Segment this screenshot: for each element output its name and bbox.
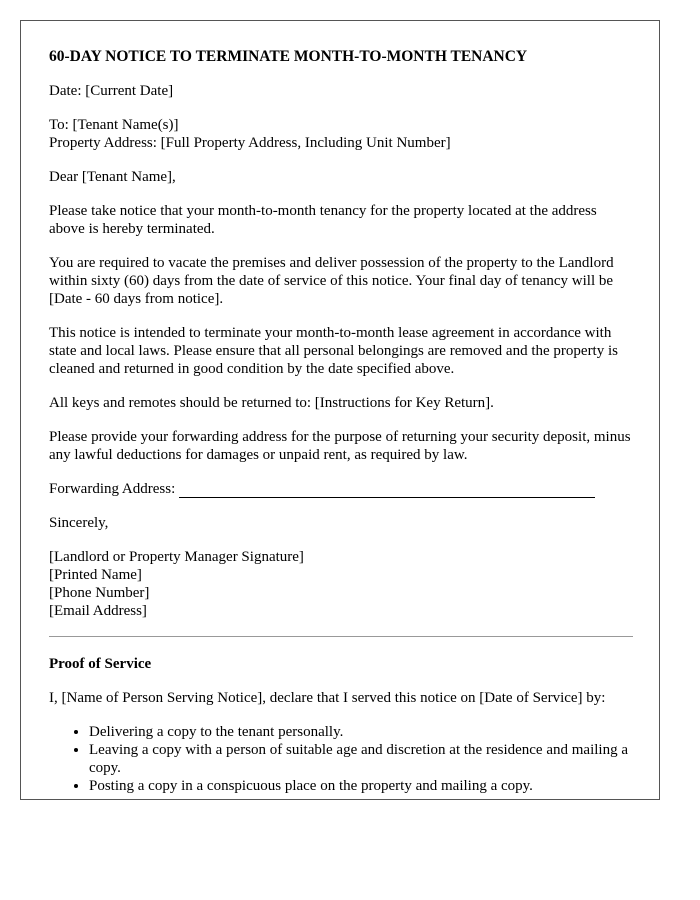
- signature-line: [Landlord or Property Manager Signature]: [49, 549, 304, 565]
- section-divider: [49, 636, 633, 637]
- service-method-item: • Posting a copy in a conspicuous place on the property and mailing a copy.: [89, 777, 633, 795]
- to-line: To: [Tenant Name(s)]: [49, 117, 179, 133]
- paragraph-laws: This notice is intended to terminate your month-to-month lease agreement in accordance with state and local laws. Please ensure that all personal belongings are removed and the property is cleaned and returned in good condition by the date specified above.: [49, 325, 618, 377]
- forwarding-address-row: [49, 480, 633, 498]
- forwarding-address-blank[interactable]: [179, 481, 595, 498]
- document-title: 60-DAY NOTICE TO TERMINATE MONTH-TO-MONTH TENANCY: [49, 48, 528, 65]
- paragraph-deposit: Please provide your forwarding address for the purpose of returning your security deposit, minus any lawful deductions for damages or unpaid rent, as required by law.: [49, 429, 631, 463]
- property-address-line: Property Address: [Full Property Address, Including Unit Number]: [49, 135, 451, 151]
- service-method-item: • Delivering a copy to the tenant personally.: [89, 723, 633, 741]
- forwarding-address-label: Forwarding Address:: [49, 481, 176, 497]
- proof-of-service-title: Proof of Service: [49, 656, 152, 672]
- service-methods-list: [49, 723, 633, 795]
- date-line: Date: [Current Date]: [49, 83, 174, 99]
- printed-name-line: [Printed Name]: [49, 567, 142, 583]
- paragraph-vacate: You are required to vacate the premises and deliver possession of the property to the Landlord within sixty (60) days from the date of service of this notice. Your final day of tenancy will be [Date - 60 days from notice].: [49, 255, 614, 307]
- document-page: [20, 20, 660, 800]
- proof-declaration: I, [Name of Person Serving Notice], declare that I served this notice on [Date of Service] by:: [49, 690, 606, 706]
- email-address-line: [Email Address]: [49, 603, 147, 619]
- paragraph-keys: All keys and remotes should be returned to: [Instructions for Key Return].: [49, 395, 494, 411]
- recipient-block: [49, 116, 633, 152]
- signature-block: [49, 548, 633, 620]
- closing: Sincerely,: [49, 515, 109, 531]
- phone-number-line: [Phone Number]: [49, 585, 150, 601]
- salutation: Dear [Tenant Name],: [49, 169, 176, 185]
- document-content: [49, 48, 633, 795]
- service-method-item: • Leaving a copy with a person of suitable age and discretion at the residence and mailing a copy.: [89, 741, 633, 777]
- paragraph-termination: Please take notice that your month-to-month tenancy for the property located at the address above is hereby terminated.: [49, 203, 597, 237]
